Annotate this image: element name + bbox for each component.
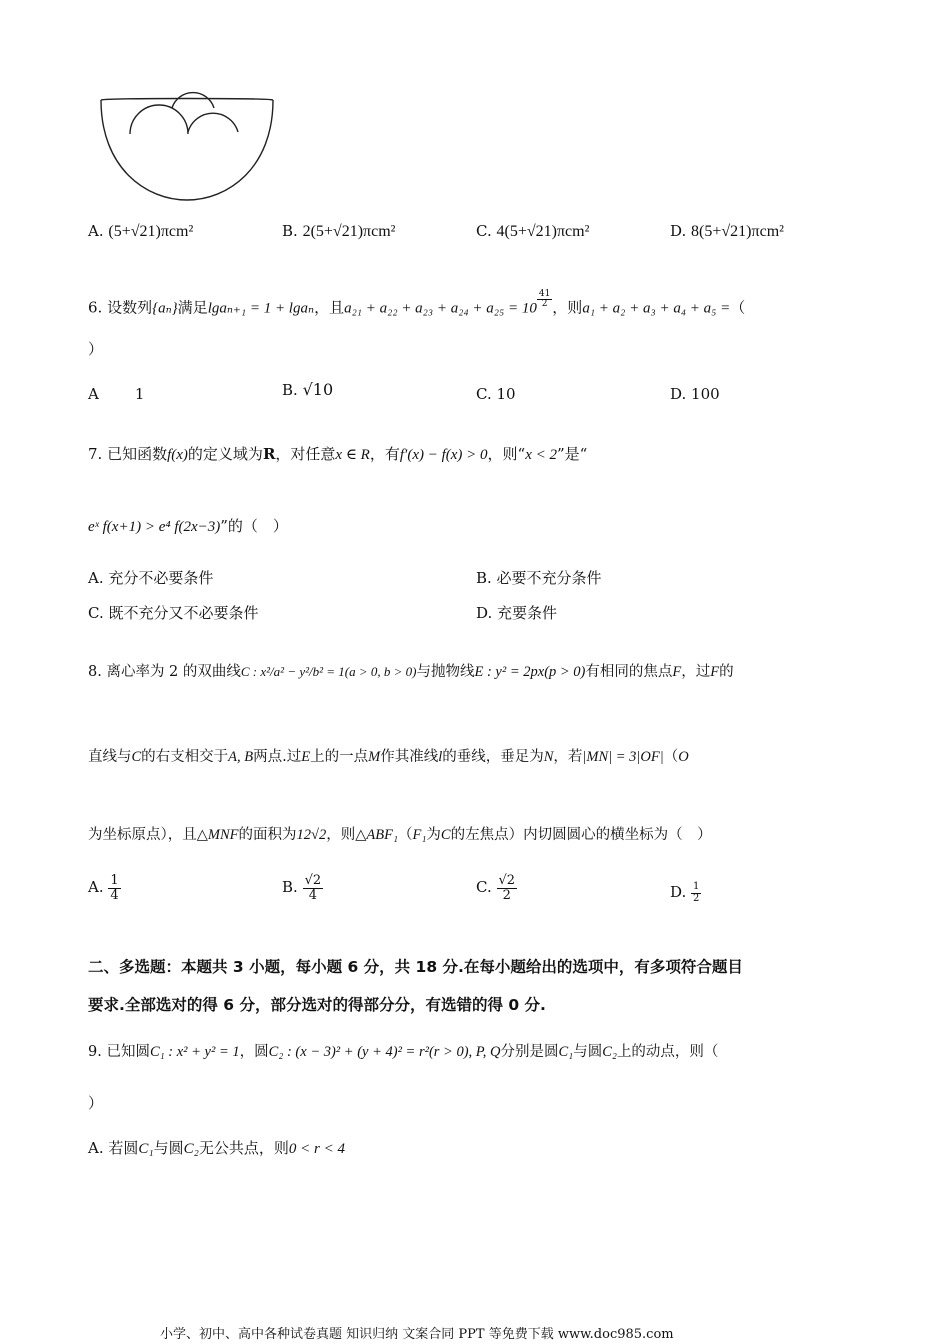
ball-right [188, 113, 238, 132]
q7-option-d[interactable]: D. 充要条件 [476, 604, 558, 622]
q6-stem: 6. 设数列{aₙ}满足lgaₙ₊₁ = 1 + lgaₙ，且a₂₁ + a₂₂ + a₂₃ + a₂₄ + a₂₅ = 10 $\frac{41}{2}$ ，则a₁ + a₂ + a₃ + a₄ + a₅ =（ [88, 289, 746, 317]
q5-option-c[interactable]: C. 4(5+√21)πcm² [476, 222, 590, 240]
q8-option-d[interactable]: D. $\frac{1}{2}$ [670, 881, 700, 904]
q8-option-b[interactable]: B. $\frac{√2}{4}$ [282, 873, 322, 903]
page-footer: 小学、初中、高中各种试卷真题 知识归纳 文案合同 PPT 等免费下载 www.doc985.com [160, 1327, 674, 1342]
q5-option-d[interactable]: D. 8(5+√21)πcm² [670, 222, 784, 240]
bowl-body [101, 100, 273, 200]
q8-option-c[interactable]: C. $\frac{√2}{2}$ [476, 873, 516, 903]
q6-paren-close: ） [88, 340, 104, 358]
q7-option-b[interactable]: B. 必要不充分条件 [476, 569, 602, 587]
section2-heading-line1: 二、多选题：本题共 3 小题，每小题 6 分，共 18 分.在每小题给出的选项中，有多项符合题目 [88, 958, 743, 976]
q8-option-a[interactable]: A. $\frac{1}{4}$ [88, 873, 119, 903]
q8-stem-line3: 为坐标原点），且△MNF的面积为12√2，则△ABF₁（F₁为C的左焦点）内切圆圆心的横坐标为（ ） [88, 827, 712, 843]
q7-stem-line2: eˣ f(x+1) > e⁴ f(2x−3)”的（ ） [88, 517, 288, 535]
section2-heading-line2: 要求.全部选对的得 6 分，部分选对的得部分分，有选错的得 0 分. [88, 996, 546, 1014]
q9-paren-close: ） [88, 1094, 104, 1112]
q8-stem-line1: 8. 离心率为 2 的双曲线C : x²/a² − y²/b² = 1(a > 0, b > 0)与抛物线E : y² = 2px(p > 0)有相同的焦点F，过F的 [88, 664, 734, 680]
q9-option-a[interactable]: A. 若圆C₁与圆C₂无公共点，则0 < r < 4 [88, 1139, 345, 1157]
q6-option-c[interactable]: C. 10 [476, 385, 516, 403]
bowl-figure [96, 88, 278, 206]
ball-left [130, 105, 188, 134]
q6-option-b[interactable]: B. √10 [282, 380, 334, 399]
q7-stem-line1: 7. 已知函数f(x)的定义域为R，对任意x ∈ R，有f′(x) − f(x) > 0，则“x < 2”是“ [88, 445, 588, 463]
q5-option-a[interactable]: A. (5+√21)πcm² [88, 222, 194, 240]
q6-option-a[interactable]: A 1 [88, 385, 145, 403]
bowl-rim [101, 99, 273, 101]
q7-option-c[interactable]: C. 既不充分又不必要条件 [88, 604, 259, 622]
q7-option-a[interactable]: A. 充分不必要条件 [88, 569, 214, 587]
q9-stem: 9. 已知圆C₁ : x² + y² = 1，圆C₂ : (x − 3)² + (y + 4)² = r²(r > 0), P, Q分别是圆C₁与圆C₂上的动点，则（ [88, 1044, 719, 1060]
ball-top [172, 93, 214, 108]
q5-option-b[interactable]: B. 2(5+√21)πcm² [282, 222, 396, 240]
q6-option-d[interactable]: D. 100 [670, 385, 720, 403]
q8-stem-line2: 直线与C的右支相交于A, B两点.过E上的一点M作其准线l的垂线，垂足为N，若|MN| = 3|OF|（O [88, 749, 689, 765]
